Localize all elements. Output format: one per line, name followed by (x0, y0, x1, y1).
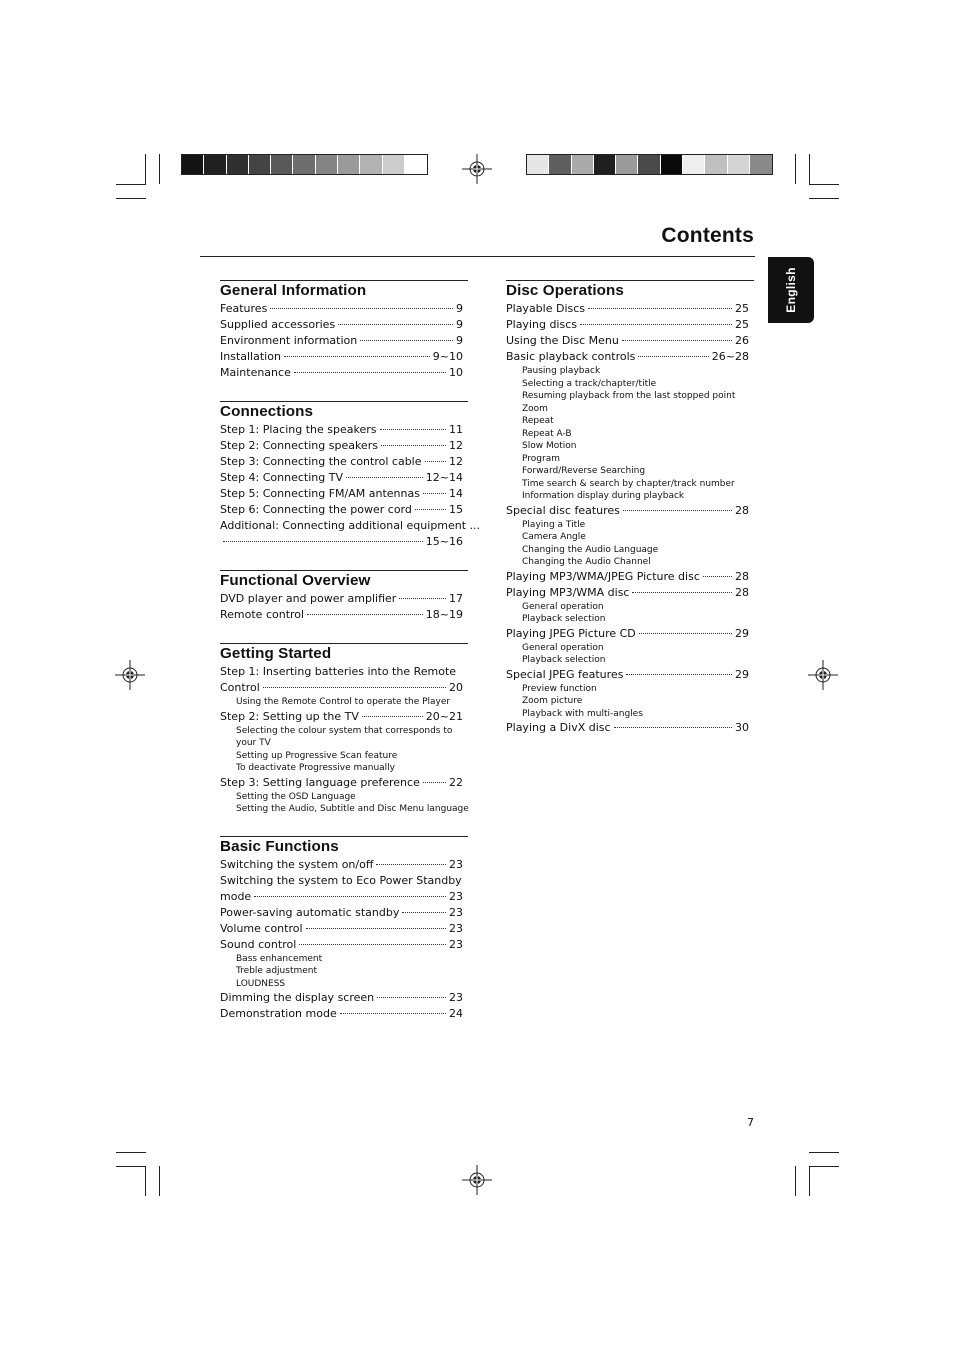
color-swatch (572, 155, 594, 174)
toc-subentry: Playback with multi-angles (522, 708, 643, 719)
toc-entry-page: 23 (449, 857, 463, 871)
toc-entry-page: 23 (449, 905, 463, 919)
toc-section (220, 570, 468, 623)
toc-entry-label: Switching the system on/off (220, 857, 374, 871)
toc-entry-label: Step 5: Connecting FM/AM antennas (220, 487, 420, 500)
toc-entry-page: 23 (449, 889, 463, 903)
toc-leader-dots (263, 687, 446, 688)
toc-leader-dots (284, 356, 430, 357)
color-swatch (527, 155, 549, 174)
toc-leader-dots (423, 782, 446, 783)
toc-section (506, 280, 754, 736)
toc-entry[interactable] (220, 775, 463, 791)
toc-leader-dots (423, 493, 446, 494)
toc-entry-page: 15~16 (425, 535, 463, 548)
crop-mark (795, 154, 796, 184)
toc-subentry: your TV (236, 738, 271, 748)
toc-entry-label: Remote control (220, 608, 305, 621)
toc-entry-page: 15 (449, 503, 463, 516)
toc-entry-label: Volume control (220, 921, 303, 935)
toc-entry-label: Sound control (220, 937, 297, 951)
toc-entry[interactable] (220, 1006, 463, 1022)
toc-entry[interactable] (220, 905, 463, 921)
toc-leader-dots (362, 716, 423, 717)
toc-leader-dots (294, 372, 446, 373)
color-swatch (683, 155, 705, 174)
toc-entry[interactable] (220, 470, 463, 486)
toc-entry-label: Features (220, 302, 268, 315)
color-swatch (293, 155, 315, 174)
toc-subentry: Playback selection (522, 655, 606, 665)
toc-entry[interactable] (506, 317, 749, 333)
crop-mark (145, 1166, 146, 1196)
toc-entry-label: Playing discs (506, 318, 577, 331)
crop-mark (809, 154, 810, 184)
toc-entry-label: Environment information (220, 334, 358, 347)
toc-subentry: Information display during playback (522, 491, 685, 501)
section-title: Disc Operations (506, 282, 624, 299)
toc-entry-page: 30 (735, 721, 749, 734)
toc-leader-dots (399, 598, 446, 599)
toc-section (220, 643, 468, 816)
toc-entry[interactable] (220, 990, 463, 1006)
toc-entry[interactable] (220, 422, 463, 438)
toc-subentry: Setting up Progressive Scan feature (236, 750, 398, 761)
toc-leader-dots (376, 864, 446, 865)
toc-leader-dots (306, 928, 446, 929)
toc-subentry: Treble adjustment (236, 966, 318, 976)
toc-entry-label: Control (220, 681, 260, 694)
toc-entry-page: 26~28 (711, 350, 749, 363)
toc-entry[interactable] (506, 349, 749, 365)
toc-entry[interactable] (220, 889, 463, 905)
toc-leader-dots (360, 340, 453, 341)
section-rule (220, 570, 468, 571)
toc-entry[interactable] (220, 680, 463, 696)
toc-entry-label: Demonstration mode (220, 1007, 337, 1020)
page-number: 7 (747, 1116, 754, 1129)
toc-entry[interactable] (506, 503, 749, 519)
toc-entry-page: 28 (735, 569, 749, 583)
toc-entry-label: Playing a DivX disc (506, 721, 611, 734)
color-swatch (705, 155, 727, 174)
toc-column-right (506, 280, 754, 756)
crop-mark (809, 1166, 810, 1196)
color-swatch (316, 155, 338, 174)
toc-entry-label: Playing MP3/WMA/JPEG Picture disc (506, 569, 700, 583)
color-swatch (661, 155, 683, 174)
toc-subentry: LOUDNESS (236, 978, 286, 989)
crop-mark (809, 198, 839, 199)
toc-leader-dots (254, 896, 446, 897)
toc-entry-label: Step 3: Setting language preference (220, 775, 420, 789)
toc-entry-page: 10 (449, 366, 463, 379)
toc-entry[interactable] (220, 317, 463, 333)
toc-subentry: Bass enhancement (236, 953, 323, 964)
toc-entry[interactable] (506, 333, 749, 349)
toc-entry-label: Special disc features (506, 503, 620, 517)
section-rule (220, 401, 468, 402)
toc-leader-dots (415, 509, 446, 510)
page-title: Contents (661, 224, 754, 247)
crop-mark (809, 1152, 839, 1153)
toc-entry-label: Playing JPEG Picture CD (506, 626, 636, 640)
language-tab-label: English (784, 267, 798, 313)
toc-entry-label: Dimming the display screen (220, 991, 375, 1004)
toc-leader-dots (223, 541, 423, 542)
toc-leader-dots (377, 997, 446, 998)
toc-subentry: Setting the OSD Language (236, 791, 356, 802)
toc-entry[interactable] (220, 921, 463, 937)
color-swatch (182, 155, 204, 174)
toc-section (220, 280, 468, 381)
title-rule (200, 256, 755, 257)
toc-leader-dots (614, 727, 732, 728)
toc-leader-dots (299, 944, 446, 945)
registration-mark-icon (808, 660, 838, 690)
toc-subentry: Changing the Audio Channel (522, 557, 651, 567)
toc-leader-dots (626, 674, 732, 675)
toc-entry[interactable] (220, 607, 463, 623)
toc-column-left (220, 280, 481, 1042)
toc-entry-page: 12 (449, 455, 463, 468)
registration-mark-icon (462, 154, 492, 184)
toc-subentry: Preview function (522, 683, 597, 694)
toc-entry-page: 9 (456, 302, 463, 315)
toc-leader-dots (632, 592, 732, 593)
toc-subentry: Repeat A-B (522, 428, 572, 439)
toc-entry[interactable] (220, 454, 463, 470)
color-swatch (405, 155, 427, 174)
section-title: Basic Functions (220, 837, 339, 855)
toc-entry-page: 12 (449, 439, 463, 452)
toc-entry-page: 22 (449, 775, 463, 789)
toc-leader-dots (346, 477, 423, 478)
toc-entry-label: Playable Discs (506, 302, 586, 315)
crop-mark (795, 1166, 796, 1196)
toc-leader-dots (425, 461, 446, 462)
toc-leader-dots (638, 356, 708, 357)
section-title: Functional Overview (220, 572, 371, 589)
toc-entry-label: Using the Disc Menu (506, 334, 619, 347)
section-title: Getting Started (220, 645, 332, 662)
toc-entry[interactable] (220, 365, 463, 381)
crop-mark (159, 154, 160, 184)
toc-entry-page: 9~10 (432, 350, 463, 363)
crop-mark (116, 1166, 146, 1167)
color-swatch (249, 155, 271, 174)
toc-entry[interactable] (506, 301, 749, 317)
toc-entry-page: 25 (735, 318, 749, 331)
toc-entry-page: 17 (449, 592, 463, 605)
toc-subentry: General operation (522, 642, 604, 653)
toc-entry-line: Step 1: Inserting batteries into the Remote (220, 665, 457, 678)
toc-entry[interactable] (506, 626, 749, 642)
toc-entry-label: Step 6: Connecting the power cord (220, 503, 412, 516)
registration-mark-icon (115, 660, 145, 690)
toc-entry-label: Step 3: Connecting the control cable (220, 455, 422, 468)
toc-entry-label: Step 4: Connecting TV (220, 471, 343, 484)
color-swatch (750, 155, 772, 174)
crop-mark (116, 1152, 146, 1153)
color-bar-left (181, 154, 428, 175)
toc-entry-page: 12~14 (425, 471, 463, 484)
toc-entry-label: mode (220, 889, 252, 903)
toc-subentry: Forward/Reverse Searching (522, 466, 646, 476)
toc-leader-dots (588, 308, 732, 309)
toc-entry[interactable] (506, 585, 749, 601)
toc-subentry: Repeat (522, 416, 554, 426)
toc-entry-page: 14 (449, 487, 463, 500)
toc-subentry: Slow Motion (522, 441, 577, 451)
toc-entry-page: 29 (735, 626, 749, 640)
toc-subentry: Time search & search by chapter/track number (522, 478, 735, 489)
toc-section (220, 836, 468, 1023)
toc-subentry: Setting the Audio, Subtitle and Disc Menu language (236, 804, 469, 814)
toc-entry-page: 18~19 (425, 608, 463, 621)
toc-subentry: Selecting a track/chapter/title (522, 378, 657, 389)
toc-subentry: To deactivate Progressive manually (236, 763, 396, 773)
color-swatch (383, 155, 405, 174)
section-rule (220, 280, 468, 281)
toc-entry-label: Step 2: Connecting speakers (220, 439, 378, 452)
toc-entry-label: Special JPEG features (506, 667, 624, 681)
crop-mark (159, 1166, 160, 1196)
crop-mark (809, 184, 839, 185)
toc-entry[interactable] (220, 937, 463, 953)
color-swatch (227, 155, 249, 174)
crop-mark (809, 1166, 839, 1167)
toc-leader-dots (380, 429, 447, 430)
toc-entry[interactable] (220, 502, 463, 518)
toc-entry[interactable] (506, 569, 749, 585)
toc-leader-dots (402, 912, 446, 913)
toc-leader-dots (623, 510, 732, 511)
toc-entry-page: 28 (735, 585, 749, 599)
toc-subentry: Zoom (522, 403, 548, 414)
color-swatch (594, 155, 616, 174)
toc-section (220, 401, 481, 550)
toc-entry-label: Step 1: Placing the speakers (220, 423, 377, 436)
toc-entry-page: 29 (735, 667, 749, 681)
section-rule (220, 836, 468, 837)
toc-leader-dots (622, 340, 732, 341)
toc-entry[interactable] (506, 667, 749, 683)
toc-entry[interactable] (220, 333, 463, 349)
toc-entry[interactable] (220, 486, 463, 502)
toc-entry[interactable] (220, 301, 463, 317)
toc-entry[interactable] (220, 857, 463, 873)
crop-mark (116, 184, 146, 185)
toc-subentry: Resuming playback from the last stopped point (522, 391, 736, 401)
toc-entry-label: Step 2: Setting up the TV (220, 709, 359, 723)
toc-subentry: Zoom picture (522, 696, 583, 706)
language-tab (768, 257, 814, 323)
toc-entry-page: 26 (735, 334, 749, 347)
toc-entry-line: Additional: Connecting additional equipment ... (220, 519, 481, 532)
toc-leader-dots (639, 633, 732, 634)
toc-subentry: Pausing playback (522, 366, 601, 376)
color-swatch (360, 155, 382, 174)
section-rule (220, 643, 468, 644)
toc-entry[interactable] (220, 709, 463, 725)
toc-leader-dots (340, 1013, 446, 1014)
toc-subentry: Camera Angle (522, 532, 586, 542)
toc-entry-label: Installation (220, 350, 281, 363)
toc-entry[interactable] (220, 349, 463, 365)
toc-leader-dots (338, 324, 453, 325)
color-swatch (728, 155, 750, 174)
section-title: General Information (220, 282, 367, 299)
color-swatch (204, 155, 226, 174)
toc-entry[interactable] (220, 591, 463, 607)
toc-entry-page: 24 (449, 1007, 463, 1020)
color-swatch (271, 155, 293, 174)
toc-entry-label: Supplied accessories (220, 318, 336, 331)
toc-subentry: Playback selection (522, 614, 606, 624)
crop-mark (145, 154, 146, 184)
toc-subentry: Playing a Title (522, 519, 586, 530)
toc-leader-dots (580, 324, 732, 325)
toc-entry-page: 28 (735, 503, 749, 517)
toc-leader-dots (307, 614, 423, 615)
color-swatch (549, 155, 571, 174)
crop-mark (116, 198, 146, 199)
toc-entry-page: 23 (449, 991, 463, 1004)
toc-leader-dots (703, 576, 732, 577)
toc-entry-line: Switching the system to Eco Power Standby (220, 873, 462, 887)
toc-entry[interactable] (220, 534, 463, 550)
toc-entry-label: Basic playback controls (506, 350, 636, 363)
toc-subentry: Changing the Audio Language (522, 544, 659, 555)
toc-entry-label: Power-saving automatic standby (220, 905, 400, 919)
section-rule (506, 280, 754, 281)
toc-subentry: Selecting the colour system that corresponds to (236, 725, 453, 736)
color-swatch (338, 155, 360, 174)
toc-subentry: Using the Remote Control to operate the Player (236, 697, 451, 707)
toc-subentry: General operation (522, 601, 604, 612)
toc-entry-page: 9 (456, 334, 463, 347)
toc-entry-label: Maintenance (220, 366, 291, 379)
toc-entry-page: 20 (449, 681, 463, 694)
toc-entry-page: 25 (735, 302, 749, 315)
toc-entry-page: 20~21 (425, 709, 463, 723)
toc-entry[interactable] (220, 438, 463, 454)
toc-entry-page: 11 (449, 423, 463, 436)
registration-mark-icon (462, 1165, 492, 1195)
color-bar-right (526, 154, 773, 175)
toc-entry[interactable] (506, 720, 749, 736)
toc-entry-page: 9 (456, 318, 463, 331)
toc-leader-dots (381, 445, 446, 446)
color-swatch (616, 155, 638, 174)
toc-entry-label: DVD player and power amplifier (220, 592, 397, 605)
section-title: Connections (220, 403, 314, 420)
toc-entry-page: 23 (449, 921, 463, 935)
toc-subentry: Program (522, 453, 560, 464)
toc-entry-page: 23 (449, 937, 463, 951)
color-swatch (638, 155, 660, 174)
toc-entry-label: Playing MP3/WMA disc (506, 585, 630, 599)
toc-leader-dots (270, 308, 453, 309)
